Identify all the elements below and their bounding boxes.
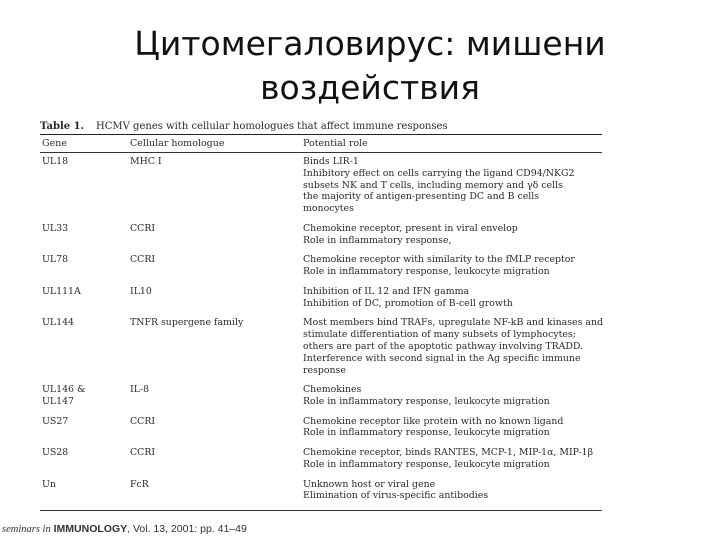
role-line: Inhibition of DC, promotion of B-cell growth: [303, 297, 513, 309]
gene-name: UL78: [42, 254, 69, 266]
role-line: Inhibitory effect on cells carrying the ligand CD94/NKG2: [303, 167, 575, 179]
role-line: others are part of the apoptotic pathway involving TRADD.: [303, 340, 584, 352]
table-header-row: [40, 135, 602, 152]
header-gene: Gene: [42, 138, 67, 149]
role-line: Inhibition of IL 12 and IFN gamma: [303, 285, 470, 297]
gene-name: US27: [42, 415, 69, 427]
role-line: subsets NK and T cells, including memory and γδ cells: [303, 179, 563, 191]
table-row: [40, 286, 602, 310]
gene-name: UL33: [42, 222, 69, 234]
homologue-cell: TNFR supergene family: [130, 317, 244, 329]
gene-cell: [40, 447, 130, 471]
role-line: Elimination of virus-specific antibodies: [303, 490, 489, 502]
homologue-cell: CCRI: [130, 447, 156, 459]
journal-citation: , Vol. 13, 2001: pp. 41–49: [127, 523, 247, 535]
gene-name: UL147: [42, 396, 75, 407]
slide-title-line-1: Цитомегаловирус: мишени: [134, 24, 606, 63]
table-caption-text: HCMV genes with cellular homologues that affect immune responses: [96, 121, 448, 132]
role-cell: [303, 447, 602, 471]
gene-name: UL144: [42, 317, 75, 329]
role-line: Unknown host or viral gene: [303, 478, 436, 490]
homologue-cell: CCRI: [130, 254, 156, 266]
table-row: [40, 447, 602, 471]
role-line: Chemokine receptor like protein with no known ligand: [303, 415, 564, 427]
role-line: Chemokine receptor, present in viral envelop: [303, 222, 518, 234]
role-cell: [303, 286, 602, 310]
role-line: Chemokines: [303, 384, 362, 396]
role-line: Role in inflammatory response, leukocyte migration: [303, 266, 550, 278]
role-line: Chemokine receptor, binds RANTES, MCP-1, MIP-1α, MIP-1β: [303, 447, 594, 459]
slide-title-line-2: воздействия: [260, 68, 480, 107]
gene-name: Un: [42, 478, 56, 490]
role-line: the majority of antigen-presenting DC and B cells: [303, 191, 540, 203]
role-line: monocytes: [303, 203, 354, 215]
table-row: [40, 384, 602, 408]
role-cell: [303, 223, 602, 247]
gene-cell: [40, 156, 130, 215]
table-body: [40, 153, 602, 502]
gene-cell: [40, 254, 130, 278]
gene-cell: [40, 416, 130, 440]
role-line: Role in inflammatory response, leukocyte migration: [303, 396, 550, 407]
role-cell: [303, 254, 602, 278]
role-line: Interference with second signal in the Ag specific immune: [303, 352, 581, 364]
homologue-cell: IL10: [130, 285, 152, 297]
table-bottom-rule: [40, 510, 602, 511]
homologue-cell: CCRI: [130, 222, 156, 234]
journal-name: IMMUNOLOGY: [53, 523, 128, 535]
header-homologue: Cellular homologue: [130, 138, 225, 149]
role-line: Binds LIR-1: [303, 156, 359, 167]
gene-name: UL146 &: [42, 384, 86, 396]
gene-cell: [40, 384, 130, 408]
role-line: Role in inflammatory response,: [303, 234, 452, 246]
gene-name: UL111A: [42, 285, 81, 297]
role-cell: [303, 156, 602, 215]
homologue-cell: FcR: [130, 478, 149, 490]
role-line: stimulate differentiation of many subsets of lymphocytes;: [303, 329, 576, 341]
gene-cell: [40, 479, 130, 503]
role-line: response: [303, 364, 346, 376]
role-line: Most members bind TRAFs, upregulate NF-kB and kinases and: [303, 317, 604, 329]
homologue-cell: CCRI: [130, 415, 156, 427]
header-role: Potential role: [303, 138, 368, 149]
homologue-cell: IL-8: [130, 384, 150, 396]
gene-cell: [40, 317, 130, 376]
table-row: [40, 223, 602, 247]
gene-name: US28: [42, 447, 69, 459]
table-caption: [40, 121, 602, 134]
gene-name: UL18: [42, 156, 69, 167]
role-cell: [303, 317, 603, 376]
gene-cell: [40, 223, 130, 247]
role-line: Role in inflammatory response, leukocyte migration: [303, 427, 550, 439]
role-cell: [303, 416, 602, 440]
table-row: [40, 317, 602, 376]
journal-prefix: seminars in: [2, 524, 51, 535]
role-line: Role in inflammatory response, leukocyte migration: [303, 458, 550, 470]
table-caption-label: Table 1.: [40, 121, 85, 132]
table-row: [40, 479, 602, 503]
homologue-cell: MHC I: [130, 156, 162, 167]
role-cell: [303, 384, 602, 408]
table-row: [40, 156, 602, 215]
table-row: [40, 254, 602, 278]
gene-table: [40, 121, 602, 511]
journal-footer: [2, 523, 247, 535]
table-row: [40, 416, 602, 440]
role-line: Chemokine receptor with similarity to the fMLP receptor: [303, 254, 575, 266]
slide-title: [0, 22, 720, 110]
role-cell: [303, 479, 602, 503]
gene-cell: [40, 286, 130, 310]
